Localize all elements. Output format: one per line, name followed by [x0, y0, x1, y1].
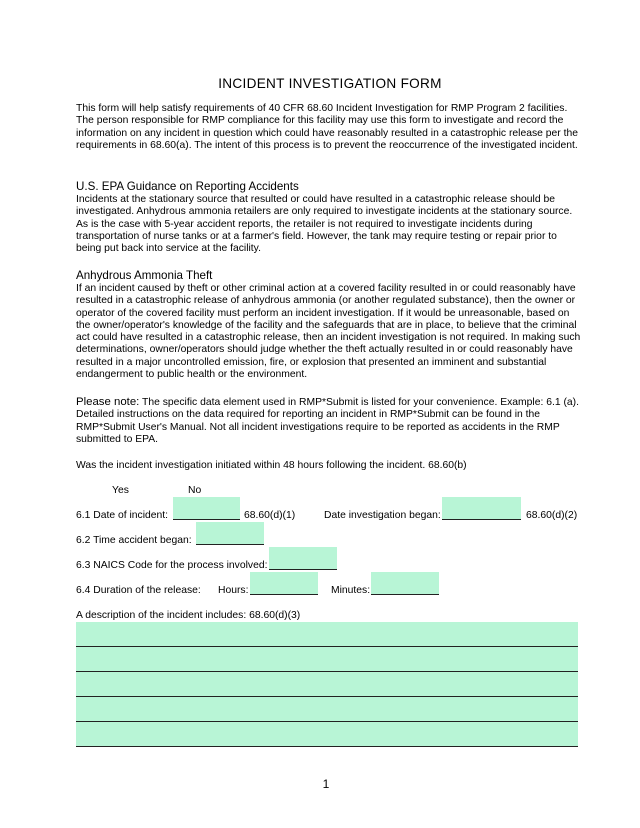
time-accident-began-field[interactable]	[196, 522, 264, 545]
hours-label: Hours:	[218, 585, 249, 596]
date-investigation-began-label: Date investigation began:	[324, 510, 441, 521]
hours-underline	[250, 594, 318, 595]
description-line-5[interactable]	[76, 722, 578, 747]
note-text: The specific data element used in RMP*Submit is listed for your convenience. Example: 6.1 (a). Detailed instructions on the data required for reporting an incident in RMP*Submit can be found in the RMP*Submit User's Manual. Not all incident investigations require to be reported as accidents in the RMP submitted to EPA.	[76, 397, 579, 445]
yes-option[interactable]: Yes	[112, 485, 129, 496]
date-investigation-began-underline	[442, 519, 521, 520]
guidance-paragraph: Incidents at the stationary source that resulted or could have resulted in a catastrophic release should be investigated. Anhydrous ammonia retailers are only required to investigate incidents at the stationary source. As is the case with 5-year accident reports, the retailer is not required to investigate incidents during transportation of nurse tanks or at a farmer's field. However, the tank may require testing or repair prior to being put back into service at the facility.	[76, 194, 573, 255]
date-investigation-began-field[interactable]	[442, 497, 521, 520]
field-6-1-ref: 68.60(d)(1)	[244, 510, 296, 521]
description-line-2[interactable]	[76, 647, 578, 672]
description-line-1[interactable]	[76, 622, 578, 647]
intro-paragraph: This form will help satisfy requirements of 40 CFR 68.60 Incident Investigation for RMP Program 2 facilities. The person responsible for RMP compliance for this facility may use this form to investigate and record the information on any incident in question which could have reasonably resulted in a catastrophic release per the requirements in 68.60(a). The intent of this process is to prevent the reoccurrence of the investigated incident.	[76, 103, 578, 151]
minutes-underline	[371, 594, 439, 595]
page-title: INCIDENT INVESTIGATION FORM	[218, 76, 442, 91]
description-line-4[interactable]	[76, 697, 578, 722]
no-option[interactable]: No	[188, 485, 202, 496]
time-accident-began-underline	[196, 544, 264, 545]
description-line-3[interactable]	[76, 672, 578, 697]
date-of-incident-underline	[173, 519, 240, 520]
page-number: 1	[322, 777, 330, 791]
field-6-4-label: 6.4 Duration of the release:	[76, 585, 201, 596]
naics-code-underline	[269, 569, 337, 570]
theft-heading: Anhydrous Ammonia Theft	[76, 269, 213, 282]
minutes-label: Minutes:	[331, 585, 371, 596]
note-label: Please note:	[76, 396, 140, 408]
hours-field[interactable]	[250, 572, 318, 595]
date-of-incident-field[interactable]	[173, 497, 240, 520]
theft-paragraph: If an incident caused by theft or other criminal action at a covered facility resulted in or could reasonably have resulted in a catastrophic release of anhydrous ammonia (or another regulated substance), then the owner or operator of the covered facility must perform an incident investigation. If it would be unreasonable, based on the owner/operator's knowledge of the facility and the safeguards that are in place, to believe that the criminal act could have resulted in a catastrophic release, then an incident investigation is not required. In making such determinations, owner/operators should judge whether the theft actually resulted in or could reasonably have resulted in a major uncontrolled emission, fire, or explosion that presented an imminent and substantial endangerment to public health or the environment.	[76, 283, 581, 381]
guidance-heading: U.S. EPA Guidance on Reporting Accidents	[76, 180, 299, 193]
description-label: A description of the incident includes: 68.60(d)(3)	[76, 610, 301, 621]
field-6-2-label: 6.2 Time accident began:	[76, 535, 192, 546]
note-paragraph	[76, 396, 582, 446]
field-6-3-label: 6.3 NAICS Code for the process involved:	[76, 560, 268, 571]
minutes-field[interactable]	[371, 572, 439, 595]
field-6-1b-ref: 68.60(d)(2)	[526, 510, 578, 521]
field-6-1-label: 6.1 Date of incident:	[76, 510, 169, 521]
question-48-hours: Was the incident investigation initiated within 48 hours following the incident. 68.60(b)	[76, 460, 467, 471]
naics-code-field[interactable]	[269, 547, 337, 570]
